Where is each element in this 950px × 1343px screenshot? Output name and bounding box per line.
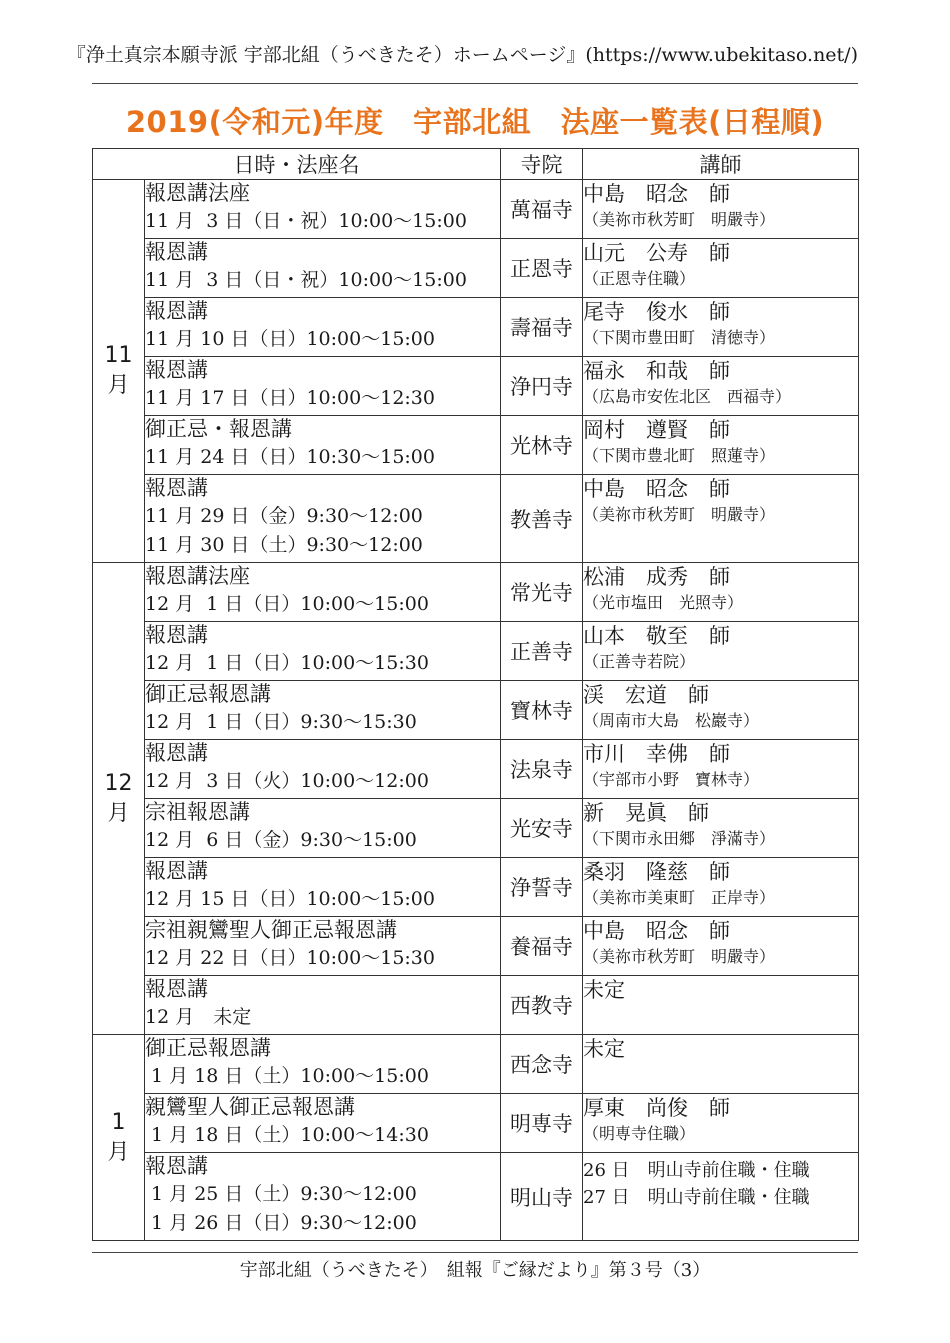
table-row (93, 180, 859, 239)
event-cell (145, 799, 501, 858)
event-cell (145, 475, 501, 563)
lecturer-name: 中島 昭念 師 (583, 477, 730, 501)
lecturer-affiliation: （正恩寺住職） (583, 269, 696, 288)
event-cell (145, 1094, 501, 1153)
event-cell (145, 180, 501, 239)
event-datetime: 11 月 17 日（日）10:00～12:30 (145, 387, 435, 409)
temple-name: 明専寺 (501, 1094, 583, 1153)
lecturer-affiliation: （下関市豊北町 照蓮寺） (583, 446, 776, 465)
lecturer-affiliation: （宇部市小野 寶林寺） (583, 770, 760, 789)
event-datetime: 12 月 6 日（金）9:30～15:00 (145, 829, 417, 851)
lecturer-name: 松浦 成秀 師 (583, 565, 730, 589)
table-row (93, 1035, 859, 1094)
lecturer-cell (583, 298, 859, 357)
event-datetime: 11 月 30 日（土）9:30～12:00 (145, 534, 423, 556)
lecturer-name: 中島 昭念 師 (583, 182, 730, 206)
lecturer-name: 未定 (583, 1037, 625, 1061)
event-cell (145, 239, 501, 298)
event-name: 御正忌報恩講 (145, 1036, 271, 1060)
header-temple: 寺院 (501, 149, 583, 180)
header-divider (92, 83, 858, 84)
event-datetime: 1 月 25 日（土）9:30～12:00 (145, 1183, 417, 1205)
temple-name: 常光寺 (501, 563, 583, 622)
lecturer-name: 山元 公寿 師 (583, 241, 730, 265)
event-cell (145, 917, 501, 976)
event-name: 報恩講 (145, 859, 208, 883)
event-name: 報恩講 (145, 741, 208, 765)
event-datetime: 12 月 1 日（日）10:00～15:30 (145, 652, 429, 674)
event-name: 報恩講 (145, 977, 208, 1001)
header-datetime-event: 日時・法座名 (93, 149, 501, 180)
lecturer-name: 未定 (583, 978, 625, 1002)
lecturer-affiliation: （美祢市美東町 正岸寺） (583, 888, 776, 907)
document-title: 2019(令和元)年度 宇部北組 法座一覧表(日程順) (125, 105, 825, 139)
temple-name: 寶林寺 (501, 681, 583, 740)
lecturer-name: 新 晃眞 師 (583, 801, 709, 825)
event-name: 報恩講 (145, 299, 208, 323)
schedule-table (92, 148, 859, 1241)
lecturer-name: 厚東 尚俊 師 (583, 1096, 730, 1120)
table-row (93, 357, 859, 416)
lecturer-name: 桑羽 隆慈 師 (583, 860, 730, 884)
table-row (93, 681, 859, 740)
event-cell (145, 416, 501, 475)
temple-name: 西念寺 (501, 1035, 583, 1094)
lecturer-name: 中島 昭念 師 (583, 919, 730, 943)
lecturer-line (583, 1157, 858, 1184)
event-name: 報恩講 (145, 623, 208, 647)
lecturer-name: 福永 和哉 師 (583, 359, 730, 383)
event-name: 報恩講 (145, 476, 208, 500)
table-row (93, 475, 859, 563)
temple-name: 法泉寺 (501, 740, 583, 799)
event-datetime: 11 月 10 日（日）10:00～15:00 (145, 328, 435, 350)
table-row (93, 1094, 859, 1153)
table-row (93, 298, 859, 357)
lecturer-affiliation: （美祢市秋芳町 明嚴寺） (583, 505, 776, 524)
table-row (93, 239, 859, 298)
footer-divider (92, 1252, 858, 1253)
lecturer-cell (583, 1094, 859, 1153)
event-datetime: 1 月 18 日（土）10:00～14:30 (145, 1124, 429, 1146)
event-name: 宗祖報恩講 (145, 800, 250, 824)
event-cell (145, 563, 501, 622)
lecturer-cell (583, 740, 859, 799)
event-cell (145, 357, 501, 416)
temple-name: 西教寺 (501, 976, 583, 1035)
event-datetime: 11 月 3 日（日・祝）10:00～15:00 (145, 210, 467, 232)
month-cell: 11 月 (93, 180, 145, 563)
event-datetime: 1 月 26 日（日）9:30～12:00 (145, 1212, 417, 1234)
event-cell (145, 1035, 501, 1094)
lecturer-cell (583, 799, 859, 858)
event-name: 宗祖親鸞聖人御正忌報恩講 (145, 918, 397, 942)
header-lecturer: 講師 (583, 149, 859, 180)
event-name: 御正忌報恩講 (145, 682, 271, 706)
lecturer-affiliation: （美祢市秋芳町 明嚴寺） (583, 947, 776, 966)
event-cell (145, 298, 501, 357)
lecturer-role: 明山寺前住職・住職 (647, 1160, 810, 1181)
table-row (93, 740, 859, 799)
lecturer-cell (583, 563, 859, 622)
lecturer-cell (583, 858, 859, 917)
temple-name: 正恩寺 (501, 239, 583, 298)
temple-name: 光林寺 (501, 416, 583, 475)
table-row (93, 563, 859, 622)
event-cell (145, 681, 501, 740)
page-header: 『浄土真宗本願寺派 宇部北組（うべきたそ）ホームページ』(https://www.ubekitaso.net/) (66, 44, 858, 66)
page-footer: 宇部北組（うべきたそ） 組報『ご縁だより』第３号（3） (239, 1260, 711, 1281)
lecturer-name: 渓 宏道 師 (583, 683, 709, 707)
event-name: 御正忌・報恩講 (145, 417, 292, 441)
table-row (93, 917, 859, 976)
table-header-row (93, 149, 859, 180)
temple-name: 教善寺 (501, 475, 583, 563)
temple-name: 明山寺 (501, 1153, 583, 1241)
lecturer-affiliation: （美祢市秋芳町 明嚴寺） (583, 210, 776, 229)
lecturer-affiliation: （正善寺若院） (583, 652, 696, 671)
lecturer-affiliation: （下関市豊田町 清徳寺） (583, 328, 776, 347)
lecturer-affiliation: （周南市大島 松巖寺） (583, 711, 760, 730)
table-row (93, 858, 859, 917)
temple-name: 壽福寺 (501, 298, 583, 357)
lecturer-cell (583, 1035, 859, 1094)
lecturer-day: 27 日 (583, 1187, 630, 1208)
event-name: 報恩講 (145, 240, 208, 264)
month-cell: 1 月 (93, 1035, 145, 1241)
lecturer-name: 山本 敬至 師 (583, 624, 730, 648)
lecturer-affiliation: （明専寺住職） (583, 1124, 696, 1143)
lecturer-affiliation: （広島市安佐北区 西福寺） (583, 387, 792, 406)
lecturer-name: 岡村 遵賢 師 (583, 418, 730, 442)
table-row (93, 416, 859, 475)
table-row (93, 622, 859, 681)
event-cell (145, 622, 501, 681)
lecturer-cell (583, 475, 859, 563)
event-cell (145, 740, 501, 799)
event-datetime: 12 月 22 日（日）10:00～15:30 (145, 947, 435, 969)
event-name: 親鸞聖人御正忌報恩講 (145, 1095, 355, 1119)
lecturer-cell (583, 976, 859, 1035)
event-datetime: 12 月 未定 (145, 1006, 252, 1028)
temple-name: 正善寺 (501, 622, 583, 681)
event-datetime: 11 月 3 日（日・祝）10:00～15:00 (145, 269, 467, 291)
lecturer-affiliation: （光市塩田 光照寺） (583, 593, 744, 612)
event-datetime: 11 月 24 日（日）10:30～15:00 (145, 446, 435, 468)
event-datetime: 12 月 15 日（日）10:00～15:00 (145, 888, 435, 910)
temple-name: 浄円寺 (501, 357, 583, 416)
lecturer-name: 市川 幸佛 師 (583, 742, 730, 766)
table-row (93, 976, 859, 1035)
lecturer-role: 明山寺前住職・住職 (647, 1187, 810, 1208)
event-datetime: 12 月 1 日（日）10:00～15:00 (145, 593, 429, 615)
lecturer-cell (583, 416, 859, 475)
event-cell (145, 1153, 501, 1241)
event-name: 報恩講 (145, 358, 208, 382)
lecturer-cell (583, 239, 859, 298)
event-name: 報恩講法座 (145, 181, 250, 205)
temple-name: 養福寺 (501, 917, 583, 976)
event-datetime: 11 月 29 日（金）9:30～12:00 (145, 505, 423, 527)
month-cell: 12 月 (93, 563, 145, 1035)
lecturer-cell (583, 180, 859, 239)
lecturer-cell (583, 357, 859, 416)
lecturer-day: 26 日 (583, 1160, 630, 1181)
event-cell (145, 976, 501, 1035)
lecturer-line (583, 1184, 858, 1211)
temple-name: 浄誓寺 (501, 858, 583, 917)
table-row (93, 799, 859, 858)
event-cell (145, 858, 501, 917)
temple-name: 萬福寺 (501, 180, 583, 239)
lecturer-cell (583, 681, 859, 740)
lecturer-affiliation: （下関市永田郷 淨滿寺） (583, 829, 776, 848)
event-datetime: 12 月 3 日（火）10:00～12:00 (145, 770, 429, 792)
event-name: 報恩講 (145, 1154, 208, 1178)
event-datetime: 12 月 1 日（日）9:30～15:30 (145, 711, 417, 733)
event-name: 報恩講法座 (145, 564, 250, 588)
lecturer-cell (583, 622, 859, 681)
event-datetime: 1 月 18 日（土）10:00～15:00 (145, 1065, 429, 1087)
temple-name: 光安寺 (501, 799, 583, 858)
lecturer-name: 尾寺 俊水 師 (583, 300, 730, 324)
lecturer-cell (583, 1153, 859, 1241)
table-row (93, 1153, 859, 1241)
lecturer-cell (583, 917, 859, 976)
